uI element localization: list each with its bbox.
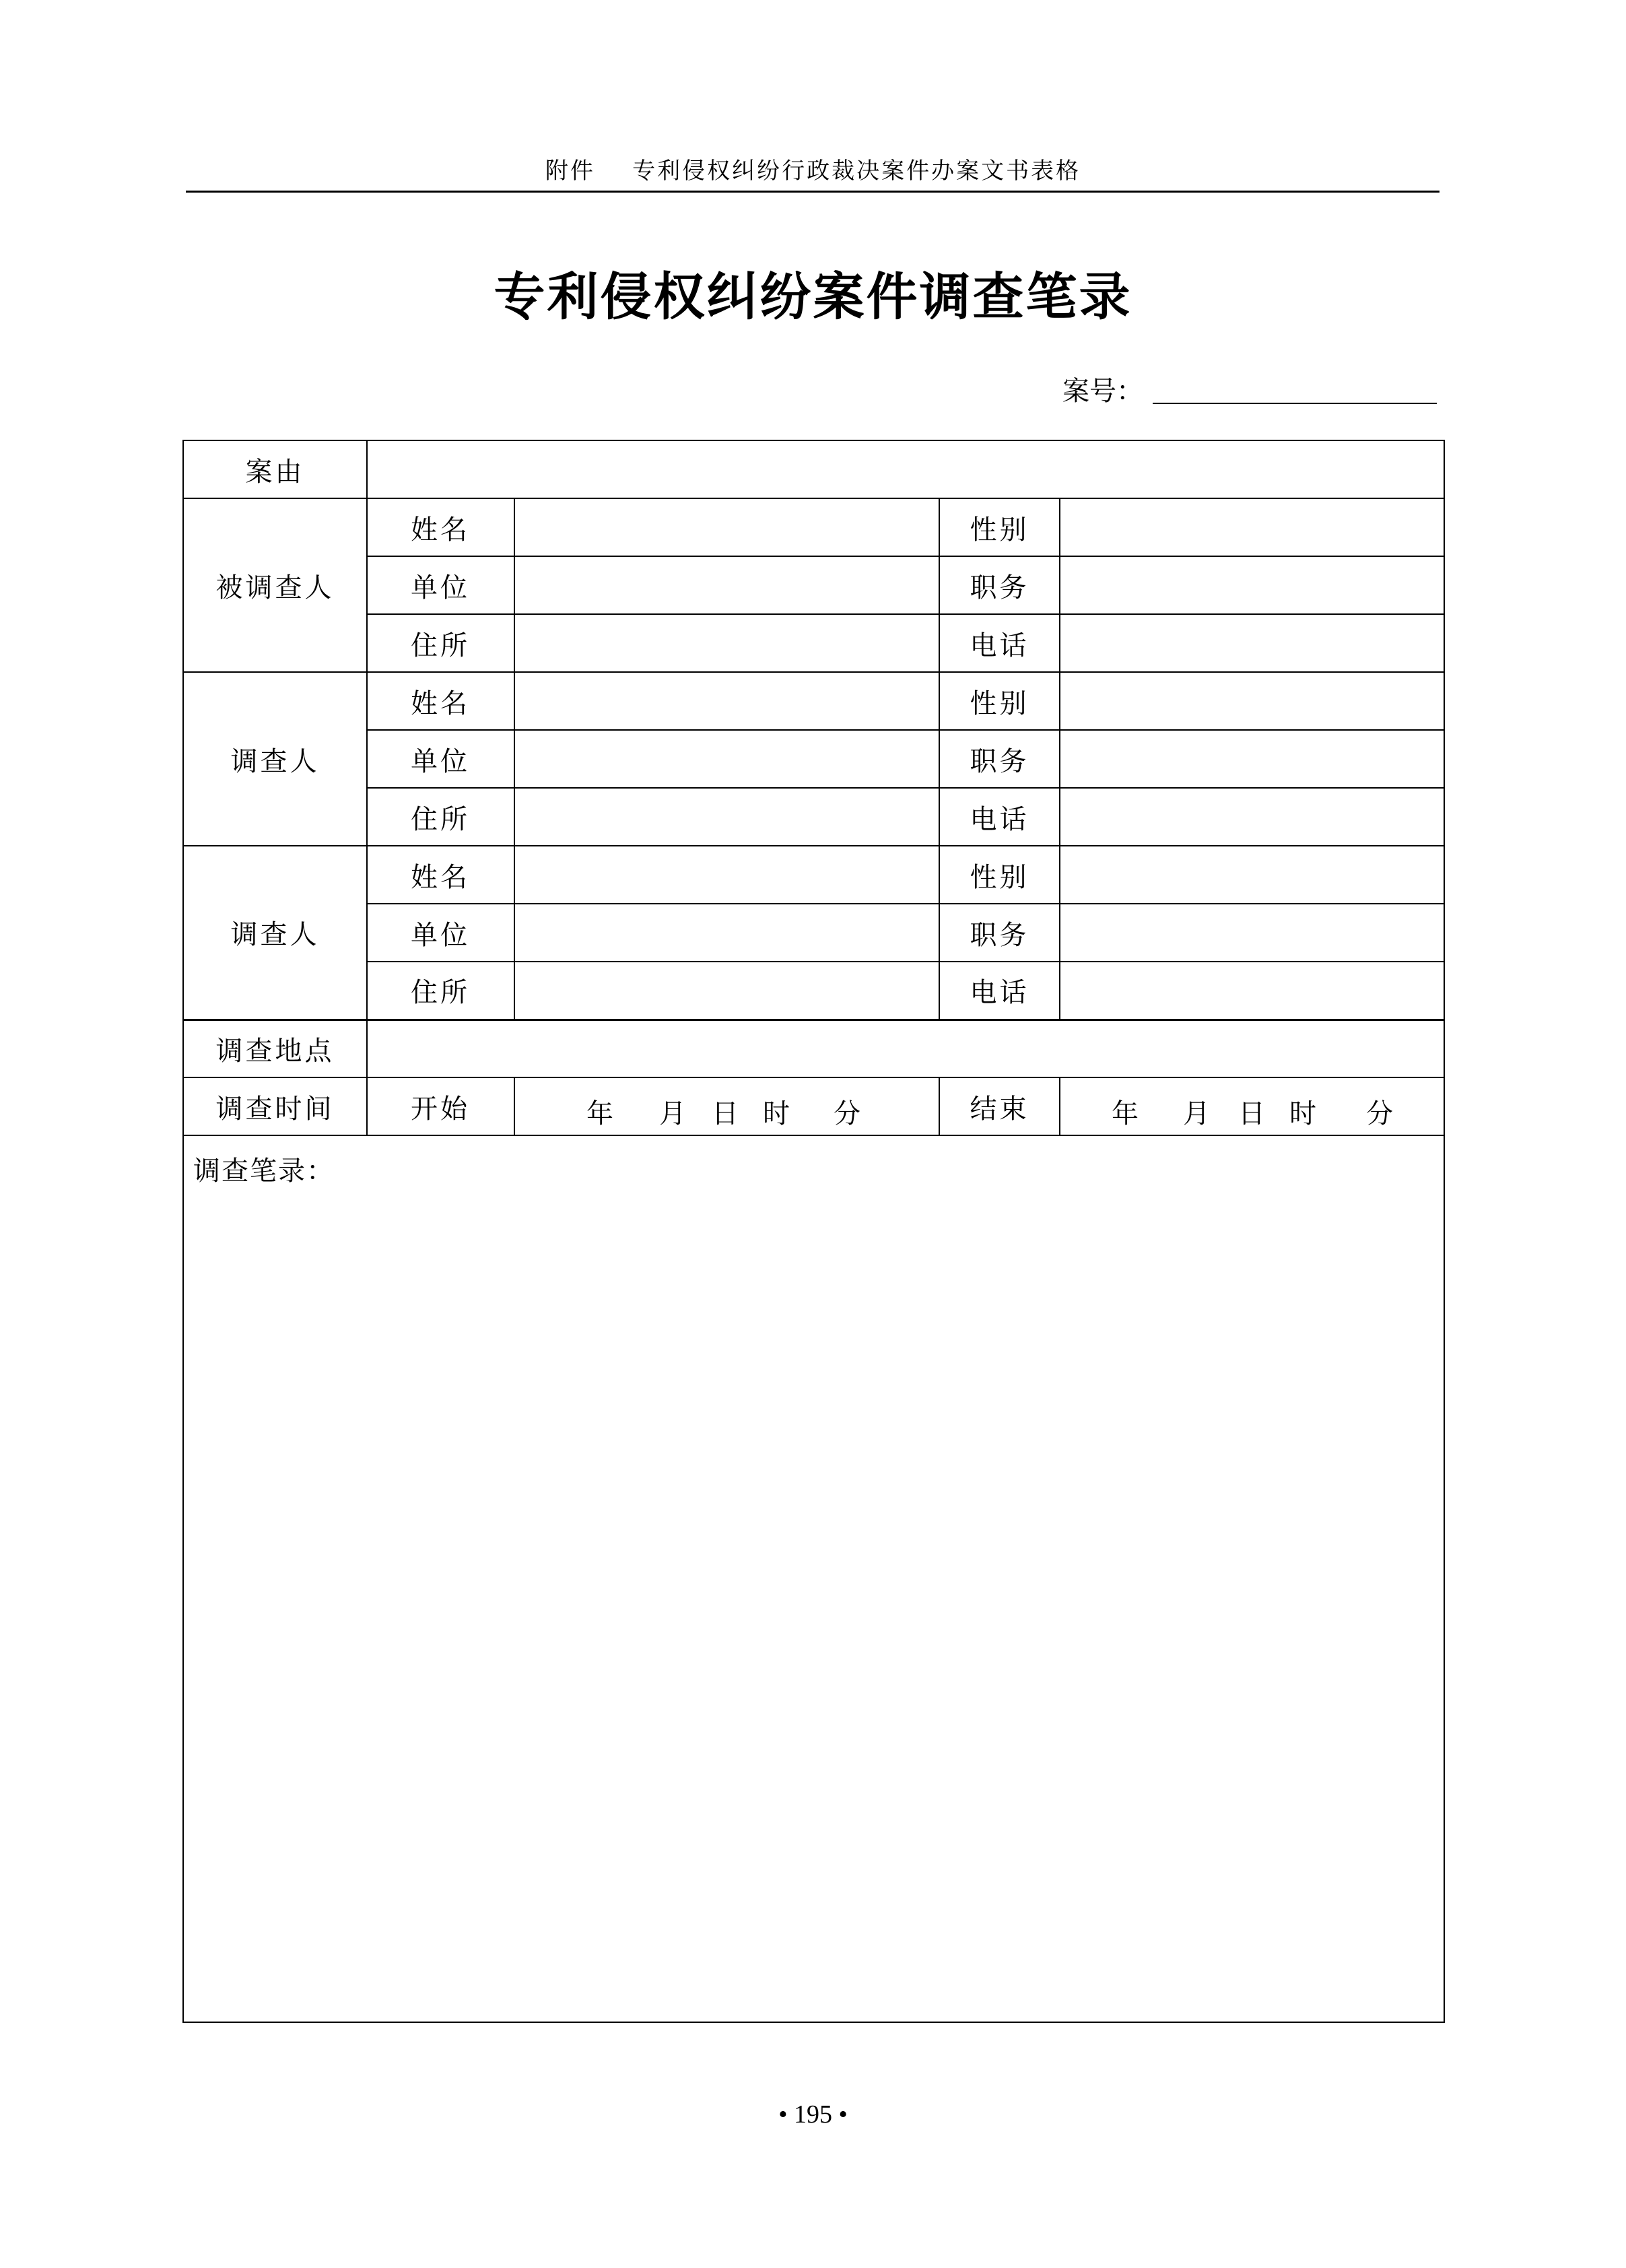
investigator1-row-address [183, 788, 1444, 846]
start-year-label: 年 [586, 1098, 613, 1129]
investigator1-name-field[interactable] [514, 672, 939, 730]
end-datetime-field[interactable] [1060, 1077, 1444, 1135]
respondent-gender-field[interactable] [1060, 498, 1444, 556]
investigator2-name-field[interactable] [514, 846, 939, 904]
respondent-gender-label: 性别 [939, 498, 1060, 556]
respondent-row-address [183, 614, 1444, 672]
investigator1-phone-field[interactable] [1060, 788, 1444, 846]
investigator1-label: 调查人 [183, 672, 367, 846]
case-number-label: 案号： [1062, 376, 1143, 407]
investigator1-phone-label: 电话 [939, 788, 1060, 846]
start-datetime-field[interactable] [514, 1077, 939, 1135]
investigator1-position-label: 职务 [939, 730, 1060, 788]
investigator1-address-field[interactable] [514, 788, 939, 846]
investigator1-row-unit [183, 730, 1444, 788]
notes-label: 调查笔录： [193, 1156, 335, 1187]
running-header: 附件 专利侵权纠纷行政裁决案件办案文书表格 [545, 158, 1081, 185]
start-label: 开始 [367, 1077, 514, 1135]
respondent-phone-label: 电话 [939, 614, 1060, 672]
investigator1-row-name [183, 672, 1444, 730]
start-hour-label: 时 [763, 1098, 790, 1129]
case-number-blank[interactable] [1153, 403, 1437, 404]
investigator2-position-field[interactable] [1060, 904, 1444, 962]
end-minute-label: 分 [1366, 1098, 1393, 1129]
respondent-row-name [183, 498, 1444, 556]
investigator1-unit-field[interactable] [514, 730, 939, 788]
respondent-row-unit [183, 556, 1444, 614]
case-cause-row [183, 440, 1444, 498]
investigator2-position-label: 职务 [939, 904, 1060, 962]
start-day-label: 日 [712, 1098, 739, 1129]
time-row [183, 1077, 1444, 1135]
respondent-position-field[interactable] [1060, 556, 1444, 614]
respondent-unit-label: 单位 [367, 556, 514, 614]
investigator2-row-address [183, 962, 1444, 1020]
location-field[interactable] [367, 1020, 1444, 1077]
end-label: 结束 [939, 1077, 1060, 1135]
document-title: 专利侵权纠纷案件调查笔录 [494, 267, 1132, 327]
case-cause-label: 案由 [183, 440, 367, 498]
investigator2-row-name [183, 846, 1444, 904]
investigation-record-form [182, 440, 1445, 2023]
end-hour-label: 时 [1289, 1098, 1316, 1129]
investigator2-label: 调查人 [183, 846, 367, 1020]
respondent-address-label: 住所 [367, 614, 514, 672]
investigator2-unit-label: 单位 [367, 904, 514, 962]
case-number-line [1062, 374, 1437, 408]
investigator1-gender-label: 性别 [939, 672, 1060, 730]
header-rule [186, 191, 1439, 193]
notes-row [183, 1135, 1444, 2022]
investigator1-unit-label: 单位 [367, 730, 514, 788]
location-row [183, 1020, 1444, 1077]
investigator2-phone-field[interactable] [1060, 962, 1444, 1020]
respondent-position-label: 职务 [939, 556, 1060, 614]
notes-area[interactable] [183, 1135, 1444, 2022]
start-month-label: 月 [659, 1098, 686, 1129]
investigator2-name-label: 姓名 [367, 846, 514, 904]
investigator2-address-field[interactable] [514, 962, 939, 1020]
start-minute-label: 分 [834, 1098, 860, 1129]
case-cause-field[interactable] [367, 440, 1444, 498]
investigator2-gender-label: 性别 [939, 846, 1060, 904]
respondent-address-field[interactable] [514, 614, 939, 672]
investigator2-address-label: 住所 [367, 962, 514, 1020]
end-month-label: 月 [1183, 1098, 1210, 1129]
investigator2-unit-field[interactable] [514, 904, 939, 962]
end-year-label: 年 [1112, 1098, 1139, 1129]
location-label: 调查地点 [183, 1020, 367, 1077]
investigator1-position-field[interactable] [1060, 730, 1444, 788]
respondent-unit-field[interactable] [514, 556, 939, 614]
respondent-phone-field[interactable] [1060, 614, 1444, 672]
investigator1-gender-field[interactable] [1060, 672, 1444, 730]
page-number: • 195 • [778, 2100, 848, 2129]
time-label: 调查时间 [183, 1077, 367, 1135]
investigator2-row-unit [183, 904, 1444, 962]
investigator1-name-label: 姓名 [367, 672, 514, 730]
investigator1-address-label: 住所 [367, 788, 514, 846]
respondent-name-field[interactable] [514, 498, 939, 556]
end-day-label: 日 [1238, 1098, 1265, 1129]
investigator2-gender-field[interactable] [1060, 846, 1444, 904]
respondent-name-label: 姓名 [367, 498, 514, 556]
respondent-label: 被调查人 [183, 498, 367, 672]
investigator2-phone-label: 电话 [939, 962, 1060, 1020]
